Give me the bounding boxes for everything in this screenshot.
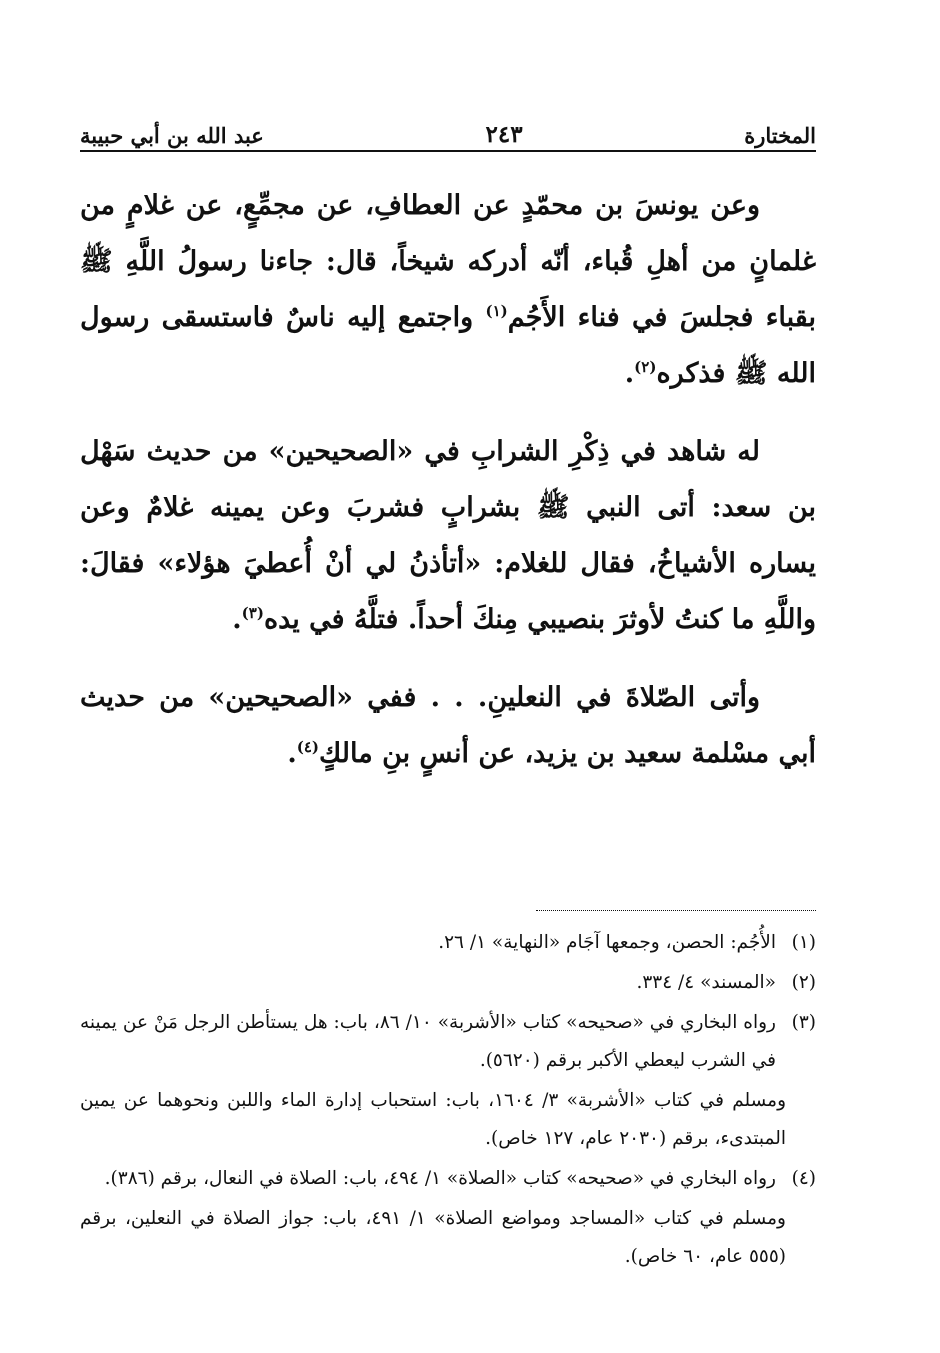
paragraph-1-text: وعن يونسَ بن محمّدٍ عن العطافِ، عن مجمِّعٍ، عن غلامٍ من غلمانٍ من أهلِ قُباء، أنّه أدركه شيخاً، قال: جاءنا رسولُ اللَّهِ ﷺ بقباء فجلسَ في فناء الأَجُم bbox=[80, 190, 816, 333]
footnote-4 bbox=[80, 1160, 816, 1198]
footnote-3-continuation bbox=[80, 1082, 816, 1158]
footnotes bbox=[80, 924, 816, 1278]
paragraph-1 bbox=[80, 178, 816, 402]
footnote-2 bbox=[80, 964, 816, 1002]
header-rule bbox=[80, 150, 816, 152]
footnote-ref-4: (٤) bbox=[296, 738, 320, 756]
paragraph-2 bbox=[80, 424, 816, 648]
footnote-text: ومسلم في كتاب «الأشربة» ٣/ ١٦٠٤، باب: استحباب إدارة الماء واللبن ونحوهما عن يمين المبتدىء، برقم (٢٠٣٠ عام، ١٢٧ خاص). bbox=[80, 1090, 786, 1149]
footnote-number: (٢) bbox=[791, 972, 816, 993]
main-text bbox=[80, 178, 816, 782]
footnote-separator bbox=[536, 910, 816, 911]
footnote-ref-1: (١) bbox=[485, 302, 508, 320]
paragraph-1-text-2: واجتمع إليه ناسٌ فاستسقى رسول الله ﷺ فذكره bbox=[80, 302, 816, 389]
footnote-1 bbox=[80, 924, 816, 962]
footnote-number: (٤) bbox=[791, 1168, 816, 1189]
footnote-3 bbox=[80, 1004, 816, 1080]
footnote-text: رواه البخاري في «صحيحه» كتاب «الصلاة» ١/ ٤٩٤، باب: الصلاة في النعال، برقم (٣٨٦). bbox=[104, 1168, 776, 1189]
paragraph-2-text: له شاهد في ذِكْرِ الشرابِ في «الصحيحين» من حديث سَهْل بن سعد: أتى النبي ﷺ بشرابٍ فشربَ وعن يمينه غلامٌ وعن يساره الأشياخُ، فقال للغلام: «أتأذنُ لي أنْ أُعطيَ هؤلاء» فقالَ: واللَّهِ ما كنتُ لأوثرَ بنصيبي مِنكَ أحداً. فتلَّهُ في يده bbox=[80, 436, 816, 635]
paragraph-3 bbox=[80, 670, 816, 782]
footnote-text: رواه البخاري في «صحيحه» كتاب «الأشربة» ١٠/ ٨٦، باب: هل يستأطن الرجل مَنْ عن يمينه في الشرب ليعطي الأكبر برقم (٥٦٢٠). bbox=[80, 1012, 776, 1071]
book-title: المختارة bbox=[744, 123, 816, 148]
page-number: ٢٤٣ bbox=[485, 121, 523, 148]
running-header bbox=[80, 112, 816, 148]
paragraph-3-end: . bbox=[287, 738, 297, 769]
footnote-4-continuation bbox=[80, 1200, 816, 1276]
footnote-text: «المسند» ٤/ ٣٣٤. bbox=[636, 972, 776, 993]
footnote-ref-2: (٢) bbox=[634, 358, 657, 376]
footnote-text: الأُجُم: الحصن، وجمعها آجَام «النهاية» ١/ ٢٦. bbox=[438, 932, 776, 953]
footnote-ref-3: (٣) bbox=[241, 604, 264, 622]
paragraph-2-end: . bbox=[232, 604, 242, 635]
chapter-title: عبد الله بن أبي حبيبة bbox=[80, 123, 264, 148]
footnote-number: (٣) bbox=[791, 1012, 816, 1033]
footnote-number: (١) bbox=[791, 932, 816, 953]
footnote-text: ومسلم في كتاب «المساجد ومواضع الصلاة» ١/ ٤٩١، باب: جواز الصلاة في النعلين، برقم (٥٥٥ عام، ٦٠ خاص). bbox=[80, 1208, 786, 1267]
paragraph-3-text: وأتى الصّلاةَ في النعلينِ. . . ففي «الصحيحين» من حديث أبي مسْلمة سعيد بن يزيد، عن أنسٍ بنِ مالكٍ bbox=[80, 682, 816, 769]
paragraph-1-end: . bbox=[624, 358, 635, 389]
